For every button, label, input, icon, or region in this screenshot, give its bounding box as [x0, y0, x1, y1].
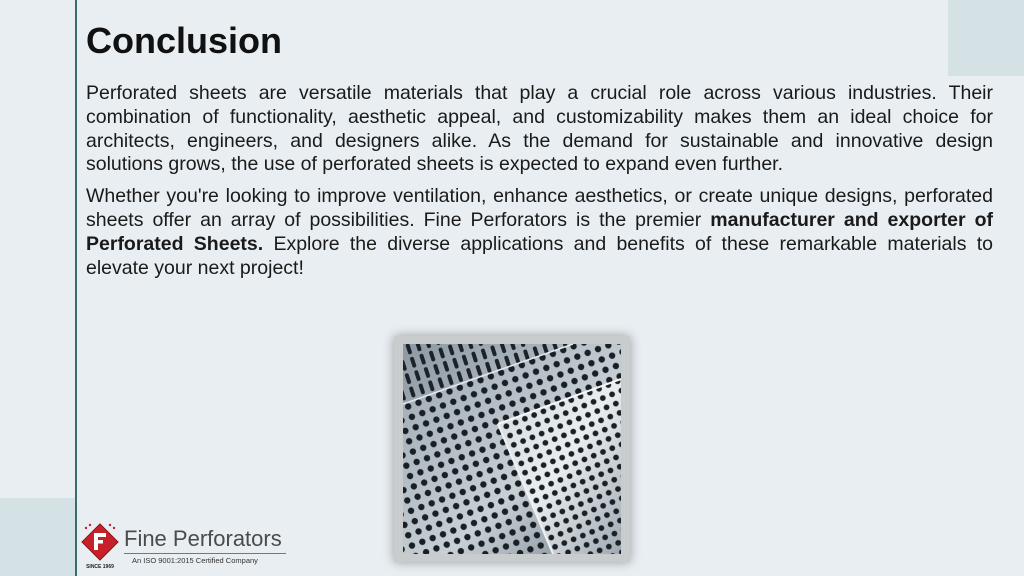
body-text — [86, 82, 993, 288]
company-logo — [80, 522, 295, 572]
photo-frame — [394, 336, 630, 562]
logo-divider — [124, 553, 286, 554]
paragraph-call-to-action — [86, 185, 993, 280]
paragraph-intro-text: Whether you're looking to improve ventilation, enhance aesthetics, or create unique designs, perforated sheets offer an array of possibilities. Fine Perforators is the premier — [86, 185, 993, 231]
corner-accent-bottom-left — [0, 498, 76, 576]
paragraph-highlight-text: manufacturer and exporter of Perforated Sheets. — [86, 208, 993, 255]
paragraph-summary: Perforated sheets are versatile materials that play a crucial role across various industries. Their combination of functionality, aesthetic appeal, and customizability makes them an ideal choice for architects, engineers, and designers alike. As the demand for sustainable and innovative design solutions grows, the use of perforated sheets is expected to expand even further. — [86, 82, 993, 176]
slide-title: Conclusion — [86, 20, 282, 61]
logo-since-text: SINCE 1969 — [86, 564, 114, 570]
logo-company-name: Fine Perforators — [124, 526, 282, 551]
perforated-sheets-photo — [403, 344, 621, 554]
corner-accent-top-right — [948, 0, 1024, 76]
logo-tagline: An ISO 9001:2015 Certified Company — [132, 556, 258, 565]
vertical-divider-line — [75, 0, 77, 576]
paragraph-closing-text: Explore the diverse applications and benefits of these remarkable materials to elevate your next project! — [86, 232, 993, 279]
